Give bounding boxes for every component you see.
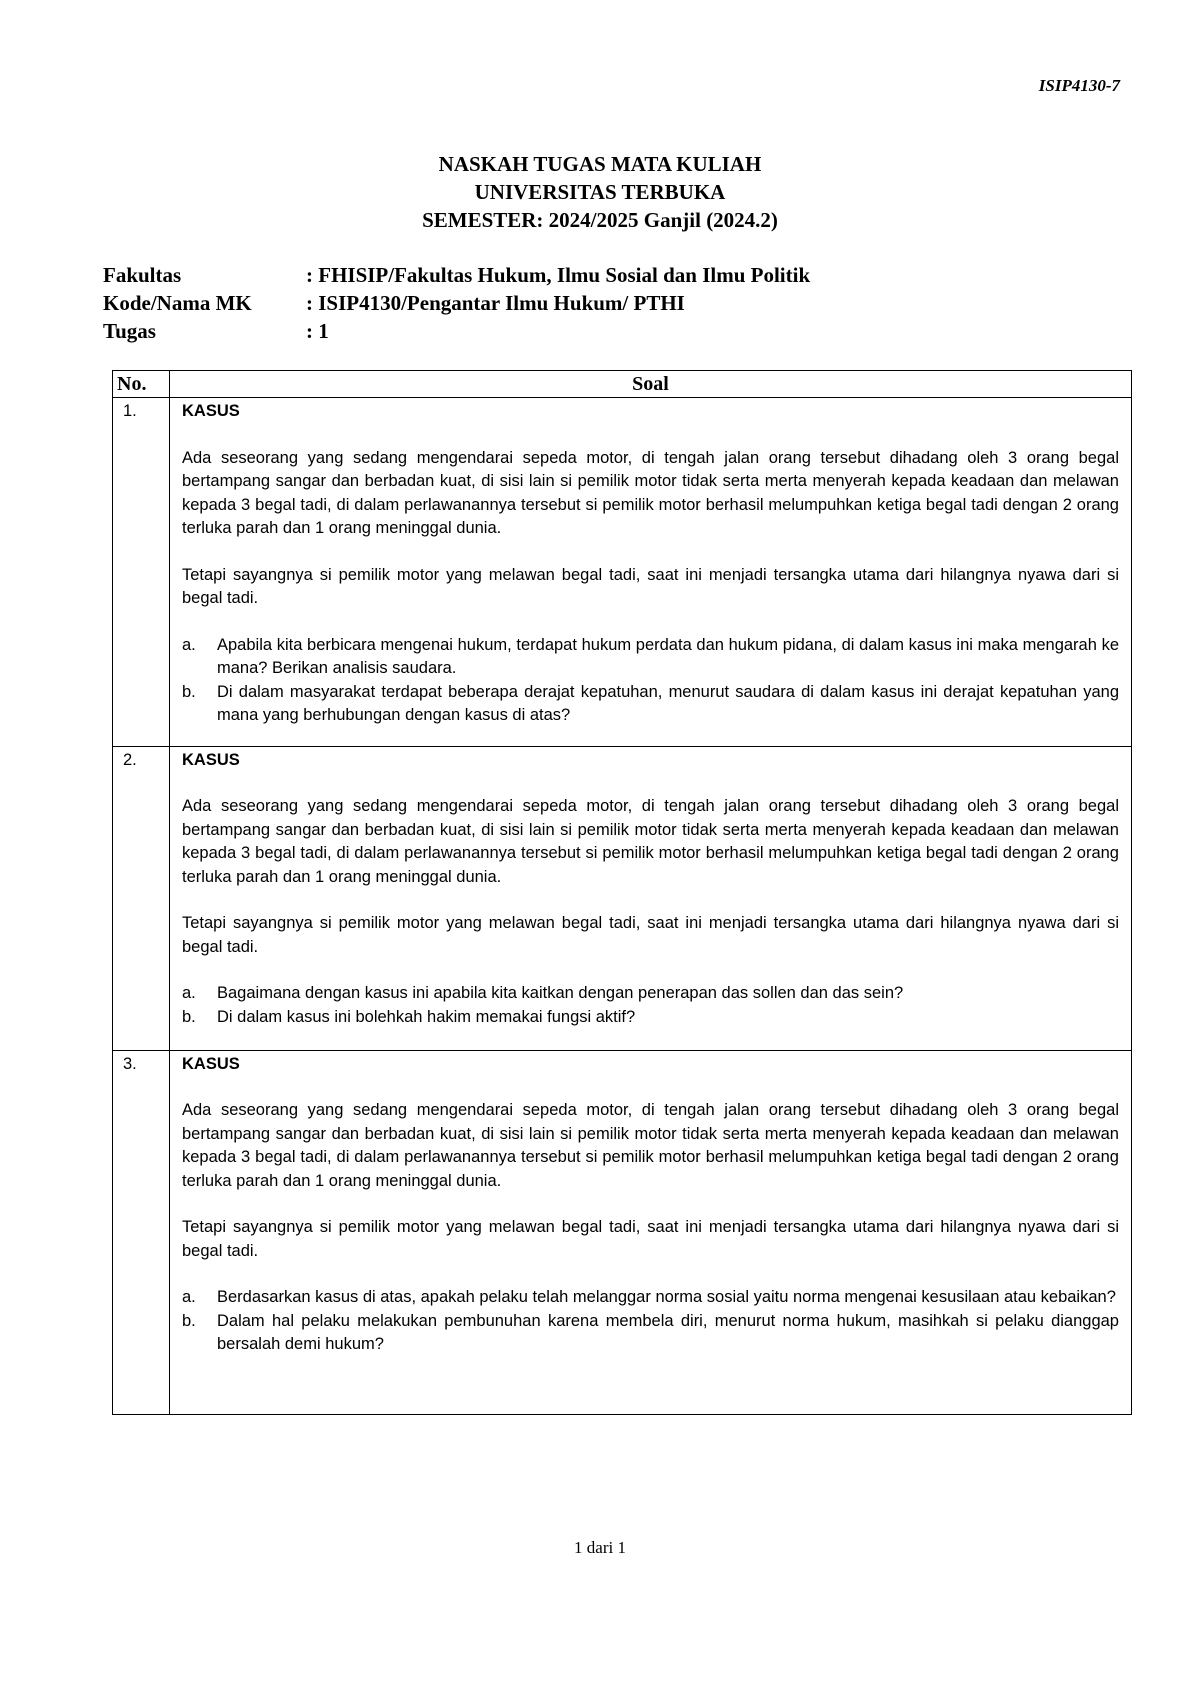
list-item (182, 982, 1119, 1006)
question-list (182, 1286, 1119, 1357)
question-letter: b. (182, 682, 196, 701)
question-number: 3. (113, 1050, 170, 1414)
column-header-soal: Soal (170, 371, 1132, 398)
case-heading: KASUS (182, 402, 240, 420)
question-letter: a. (182, 1288, 196, 1306)
case-paragraph: Ada seseorang yang sedang mengendarai sepeda motor, di tengah jalan orang tersebut dihadang oleh 3 orang begal bertampang sangar dan berbadan kuat, di sisi lain si pemilik motor tidak serta merta menyerah kepada keadaan dan melawan kepada 3 begal tadi, di dalam perlawanannya tersebut si pemilik motor berhasil melumpuhkan ketiga begal tadi dengan 2 orang terluka parah dan 1 orang meninggal dunia. (182, 448, 1119, 537)
question-text: Berdasarkan kasus di atas, apakah pelaku telah melanggar norma sosial yaitu norma mengenai kesusilaan atau kebaikan? (217, 1288, 1116, 1306)
question-text: Dalam hal pelaku melakukan pembunuhan karena membela diri, menurut norma hukum, masihkah si pelaku dianggap bersalah demi hukum? (217, 1311, 1119, 1353)
meta-label: Tugas (103, 319, 156, 343)
meta-value: : FHISIP/Fakultas Hukum, Ilmu Sosial dan Ilmu Politik (306, 263, 811, 287)
table-row (113, 746, 1132, 1050)
meta-row-fakultas (103, 261, 810, 289)
case-paragraph: Tetapi sayangnya si pemilik motor yang melawan begal tadi, saat ini menjadi tersangka utama dari hilangnya nyawa dari si begal tadi. (182, 565, 1119, 607)
list-item (182, 634, 1119, 681)
case-heading: KASUS (182, 750, 240, 769)
question-text: Di dalam masyarakat terdapat beberapa derajat kepatuhan, menurut saudara di dalam kasus ini derajat kepatuhan yang mana yang berhubungan dengan kasus di atas? (217, 682, 1119, 724)
question-letter: b. (182, 1007, 196, 1026)
list-item (182, 681, 1119, 728)
meta-label: Fakultas (103, 263, 182, 287)
case-paragraph: Ada seseorang yang sedang mengendarai sepeda motor, di tengah jalan orang tersebut dihadang oleh 3 orang begal bertampang sangar dan berbadan kuat, di sisi lain si pemilik motor tidak serta merta menyerah kepada keadaan dan melawan kepada 3 begal tadi, di dalam perlawanannya tersebut si pemilik motor berhasil melumpuhkan ketiga begal tadi dengan 2 orang terluka parah dan 1 orang meninggal dunia. (182, 1101, 1119, 1190)
column-header-no: No. (113, 371, 170, 398)
question-letter: b. (182, 1311, 196, 1330)
question-content (170, 398, 1132, 747)
question-content (170, 746, 1132, 1050)
question-text: Bagaimana dengan kasus ini apabila kita kaitkan dengan penerapan das sollen dan das sein? (217, 984, 904, 1002)
list-item (182, 1286, 1119, 1310)
meta-row-kode-nama-mk (103, 289, 810, 317)
document-code: ISIP4130-7 (1038, 76, 1120, 95)
case-paragraph: Tetapi sayangnya si pemilik motor yang melawan begal tadi, saat ini menjadi tersangka utama dari hilangnya nyawa dari si begal tadi. (182, 914, 1119, 956)
question-number: 2. (113, 746, 170, 1050)
question-list (182, 634, 1119, 728)
question-text: Di dalam kasus ini bolehkah hakim memakai fungsi aktif? (217, 1007, 636, 1026)
meta-value: : 1 (306, 319, 329, 343)
meta-row-tugas (103, 317, 810, 345)
list-item (182, 1310, 1119, 1357)
table-row (113, 398, 1132, 747)
case-heading: KASUS (182, 1054, 240, 1073)
question-letter: a. (182, 635, 196, 654)
case-paragraph: Tetapi sayangnya si pemilik motor yang melawan begal tadi, saat ini menjadi tersangka utama dari hilangnya nyawa dari si begal tadi. (182, 1218, 1119, 1260)
table-row (113, 1050, 1132, 1414)
list-item (182, 1006, 1119, 1030)
question-letter: a. (182, 984, 196, 1002)
questions-table (112, 370, 1132, 1415)
title-line-3: SEMESTER: 2024/2025 Ganjil (2024.2) (422, 208, 778, 232)
question-number: 1. (113, 398, 170, 747)
title-line-2: UNIVERSITAS TERBUKA (474, 180, 726, 204)
course-info (103, 261, 810, 345)
question-text: Apabila kita berbicara mengenai hukum, terdapat hukum perdata dan hukum pidana, di dalam kasus ini maka mengarah ke mana? Berikan analisis saudara. (217, 635, 1119, 677)
meta-value: : ISIP4130/Pengantar Ilmu Hukum/ PTHI (306, 291, 685, 315)
question-list (182, 982, 1119, 1029)
title-line-1: NASKAH TUGAS MATA KULIAH (438, 152, 762, 176)
document-title (0, 150, 1200, 234)
case-paragraph: Ada seseorang yang sedang mengendarai sepeda motor, di tengah jalan orang tersebut dihadang oleh 3 orang begal bertampang sangar dan berbadan kuat, di sisi lain si pemilik motor tidak serta merta menyerah kepada keadaan dan melawan kepada 3 begal tadi, di dalam perlawanannya tersebut si pemilik motor berhasil melumpuhkan ketiga begal tadi dengan 2 orang terluka parah dan 1 orang meninggal dunia. (182, 797, 1119, 886)
page-number: 1 dari 1 (574, 1538, 626, 1557)
meta-label: Kode/Nama MK (103, 291, 252, 315)
question-content (170, 1050, 1132, 1414)
table-header-row (113, 371, 1132, 398)
